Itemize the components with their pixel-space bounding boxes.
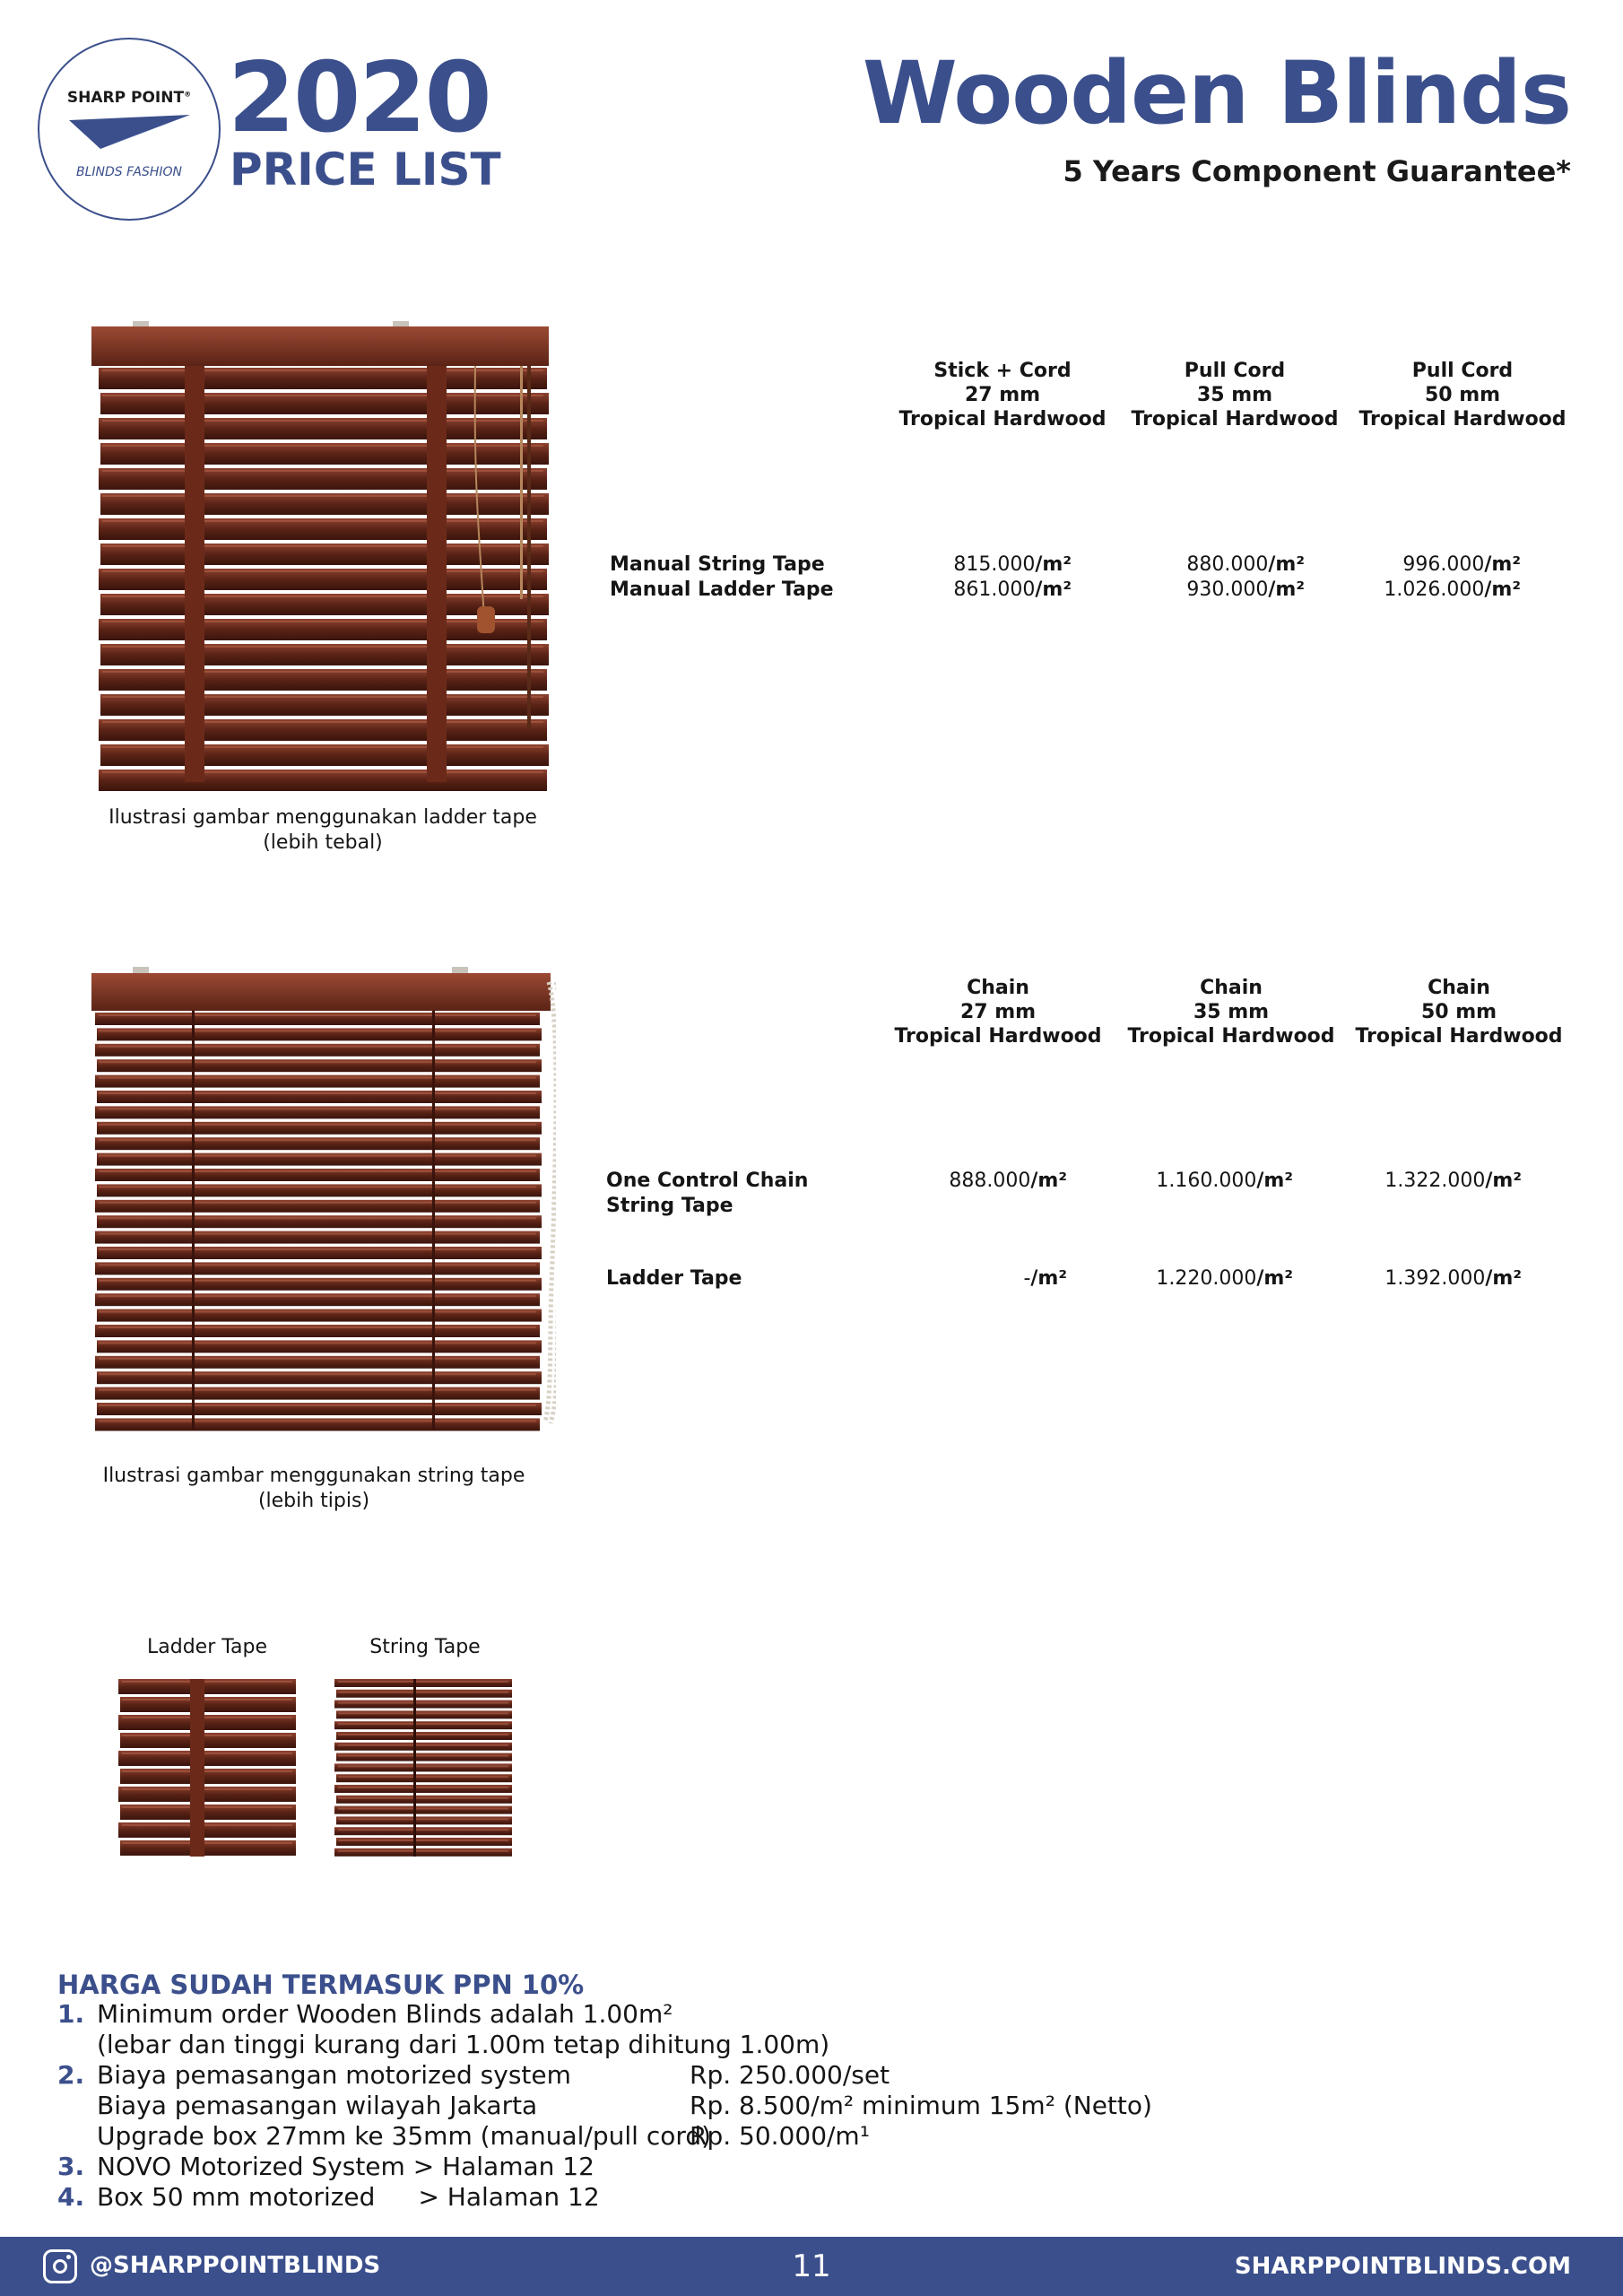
slat-highlight bbox=[122, 1681, 292, 1683]
column-header: Chain 50 mm Tropical Hardwood bbox=[1355, 977, 1563, 1048]
blind-slat bbox=[334, 1721, 512, 1729]
slat-highlight bbox=[338, 1776, 508, 1778]
wooden-blind-ladder-tape-image bbox=[90, 316, 556, 791]
slat-highlight bbox=[338, 1850, 508, 1852]
slat-highlight bbox=[99, 1030, 536, 1031]
slat-highlight bbox=[338, 1808, 508, 1810]
slat-highlight bbox=[99, 1077, 536, 1079]
slat-highlight bbox=[338, 1681, 508, 1683]
row-label: Manual String Tape bbox=[610, 553, 825, 576]
ladder-tape-caption: Ilustrasi gambar menggunakan ladder tape (lebih tebal) bbox=[108, 806, 537, 854]
page-title: Wooden Blinds bbox=[862, 43, 1571, 144]
slat-highlight bbox=[122, 1735, 292, 1736]
slat-highlight bbox=[102, 696, 543, 698]
logo-tagline: BLINDS FASHION bbox=[76, 165, 182, 179]
blind-slat bbox=[334, 1763, 512, 1771]
price-cell: 1.160.000/m² bbox=[1156, 1170, 1293, 1192]
note-item-4: 4. Box 50 mm motorized > Halaman 12 bbox=[57, 2182, 600, 2212]
blind-slat bbox=[334, 1848, 512, 1857]
blind-slat bbox=[334, 1827, 512, 1835]
slat-highlight bbox=[99, 1108, 536, 1109]
column-header: Pull Cord 50 mm Tropical Hardwood bbox=[1358, 360, 1567, 430]
slat-highlight bbox=[338, 1723, 508, 1725]
slat-highlight bbox=[102, 545, 543, 547]
page-subtitle: 5 Years Component Guarantee* bbox=[1063, 154, 1571, 188]
blind-slat bbox=[334, 1785, 512, 1793]
footer-bar bbox=[0, 2237, 1623, 2296]
string-tape-caption: Ilustrasi gambar menggunakan string tape (lebih tipis) bbox=[102, 1465, 525, 1512]
slat-highlight bbox=[99, 1186, 536, 1187]
price-cell: 1.392.000/m² bbox=[1384, 1267, 1522, 1290]
website-link[interactable]: SHARPPOINTBLINDS.COM bbox=[1234, 2253, 1571, 2280]
blind-slat bbox=[334, 1806, 512, 1814]
price-cell: 815.000/m² bbox=[953, 553, 1072, 576]
slat-highlight bbox=[338, 1797, 508, 1799]
note-item-1: 1. Minimum order Wooden Blinds adalah 1.00m² bbox=[57, 1999, 673, 2029]
slat-highlight bbox=[338, 1734, 508, 1735]
note-item-2-line2: Biaya pemasangan wilayah Jakarta bbox=[97, 2091, 538, 2120]
slat-highlight bbox=[99, 1373, 536, 1375]
slat-highlight bbox=[102, 570, 543, 572]
slat-highlight bbox=[338, 1839, 508, 1841]
slat-highlight bbox=[99, 1389, 536, 1391]
blind-slat bbox=[336, 1732, 512, 1740]
slat-highlight bbox=[99, 1217, 536, 1219]
slat-highlight bbox=[102, 370, 543, 371]
slat-highlight bbox=[338, 1829, 508, 1831]
slat-highlight bbox=[102, 420, 543, 422]
blind-slat bbox=[336, 1796, 512, 1804]
slat-highlight bbox=[99, 1014, 536, 1016]
price-cell: 1.220.000/m² bbox=[1156, 1267, 1293, 1290]
slat-highlight bbox=[99, 1061, 536, 1063]
slat-highlight bbox=[338, 1712, 508, 1714]
column-header: Stick + Cord 27 mm Tropical Hardwood bbox=[898, 360, 1107, 430]
slat-highlight bbox=[99, 1155, 536, 1157]
slat-highlight bbox=[99, 1280, 536, 1282]
note-item-3: 3. NOVO Motorized System > Halaman 12 bbox=[57, 2152, 595, 2181]
brand-logo bbox=[38, 38, 221, 221]
slat-highlight bbox=[122, 1806, 292, 1808]
slat-highlight bbox=[99, 1295, 536, 1297]
note-item-1-detail: (lebar dan tinggi kurang dari 1.00m tetap dihitung 1.00m) bbox=[97, 2030, 830, 2059]
blind-slat bbox=[334, 1679, 512, 1687]
slat-highlight bbox=[99, 1233, 536, 1235]
price-list-year: 2020 bbox=[228, 42, 490, 154]
blind-slat bbox=[334, 1743, 512, 1751]
slat-highlight bbox=[102, 671, 543, 673]
row-label: One Control Chain String Tape bbox=[606, 1170, 809, 1217]
blind-slat bbox=[336, 1838, 512, 1846]
note-item-2-value: Rp. 250.000/set bbox=[690, 2060, 890, 2090]
price-cell: 888.000/m² bbox=[949, 1170, 1067, 1192]
slat-highlight bbox=[102, 646, 543, 648]
slat-highlight bbox=[122, 1842, 292, 1844]
slat-highlight bbox=[102, 596, 543, 597]
blind-slat bbox=[336, 1774, 512, 1782]
slat-highlight bbox=[338, 1787, 508, 1788]
price-cell: 861.000/m² bbox=[953, 578, 1072, 601]
blind-slat bbox=[336, 1710, 512, 1718]
slat-highlight bbox=[99, 1264, 536, 1265]
wooden-blind-string-tape-image bbox=[90, 964, 556, 1448]
slat-highlight bbox=[99, 1202, 536, 1204]
price-cell: 996.000/m² bbox=[1402, 553, 1521, 576]
logo-swoosh-icon bbox=[65, 102, 199, 165]
price-cell: 880.000/m² bbox=[1186, 553, 1305, 576]
slat-highlight bbox=[99, 1405, 536, 1406]
slat-highlight bbox=[338, 1818, 508, 1820]
price-cell: 1.322.000/m² bbox=[1384, 1170, 1522, 1192]
price-list-label: PRICE LIST bbox=[230, 144, 501, 196]
note-item-2: 2. Biaya pemasangan motorized system bbox=[57, 2060, 571, 2090]
slat-highlight bbox=[99, 1092, 536, 1094]
slat-highlight bbox=[102, 395, 543, 396]
slat-highlight bbox=[122, 1788, 292, 1790]
slat-highlight bbox=[338, 1692, 508, 1693]
slat-highlight bbox=[99, 1170, 536, 1172]
slat-highlight bbox=[99, 1342, 536, 1344]
slat-highlight bbox=[122, 1770, 292, 1772]
slat-highlight bbox=[99, 1420, 536, 1422]
slat-highlight bbox=[338, 1765, 508, 1767]
column-header: Chain 27 mm Tropical Hardwood bbox=[894, 977, 1102, 1048]
price-cell: 930.000/m² bbox=[1186, 578, 1305, 601]
slat-highlight bbox=[102, 721, 543, 723]
ladder-swatch-label: Ladder Tape bbox=[146, 1636, 268, 1658]
slat-highlight bbox=[338, 1755, 508, 1757]
slat-highlight bbox=[102, 470, 543, 472]
column-header: Chain 35 mm Tropical Hardwood bbox=[1127, 977, 1335, 1048]
blind-slat bbox=[334, 1700, 512, 1709]
note-item-2-value2: Rp. 8.500/m² minimum 15m² (Netto) bbox=[690, 2091, 1152, 2120]
price-cell: 1.026.000/m² bbox=[1384, 578, 1521, 601]
slat-highlight bbox=[102, 445, 543, 447]
note-item-2-value3: Rp. 50.000/m¹ bbox=[690, 2121, 870, 2151]
slat-highlight bbox=[122, 1699, 292, 1700]
slat-highlight bbox=[122, 1824, 292, 1826]
price-cell: -/m² bbox=[1023, 1267, 1067, 1290]
slat-highlight bbox=[122, 1752, 292, 1754]
column-header: Pull Cord 35 mm Tropical Hardwood bbox=[1131, 360, 1339, 430]
notes-heading: HARGA SUDAH TERMASUK PPN 10% bbox=[57, 1970, 585, 2000]
slat-highlight bbox=[99, 1124, 536, 1126]
blind-slat bbox=[336, 1753, 512, 1761]
blind-slat bbox=[336, 1690, 512, 1698]
logo-brand-text: SHARP POINT® bbox=[66, 89, 192, 107]
blind-slat bbox=[336, 1816, 512, 1824]
page-number: 11 bbox=[792, 2248, 831, 2284]
ladder-tape-swatch-image bbox=[118, 1679, 296, 1857]
note-item-2-line3: Upgrade box 27mm ke 35mm (manual/pull cord) bbox=[97, 2121, 712, 2151]
slat-highlight bbox=[338, 1702, 508, 1704]
slat-highlight bbox=[122, 1717, 292, 1718]
slat-highlight bbox=[99, 1046, 536, 1048]
string-swatch-label: String Tape bbox=[369, 1636, 481, 1658]
instagram-handle-link[interactable]: @SHARPPOINTBLINDS bbox=[90, 2252, 381, 2279]
slat-highlight bbox=[99, 1358, 536, 1360]
row-label: Manual Ladder Tape bbox=[610, 578, 834, 601]
slat-highlight bbox=[99, 1139, 536, 1141]
row-label: Ladder Tape bbox=[606, 1267, 742, 1290]
slat-highlight bbox=[99, 1311, 536, 1313]
string-tape-swatch-image bbox=[334, 1679, 512, 1857]
slat-highlight bbox=[99, 1248, 536, 1250]
slat-highlight bbox=[338, 1744, 508, 1746]
slat-highlight bbox=[102, 746, 543, 748]
slat-highlight bbox=[102, 771, 543, 773]
slat-highlight bbox=[99, 1326, 536, 1328]
